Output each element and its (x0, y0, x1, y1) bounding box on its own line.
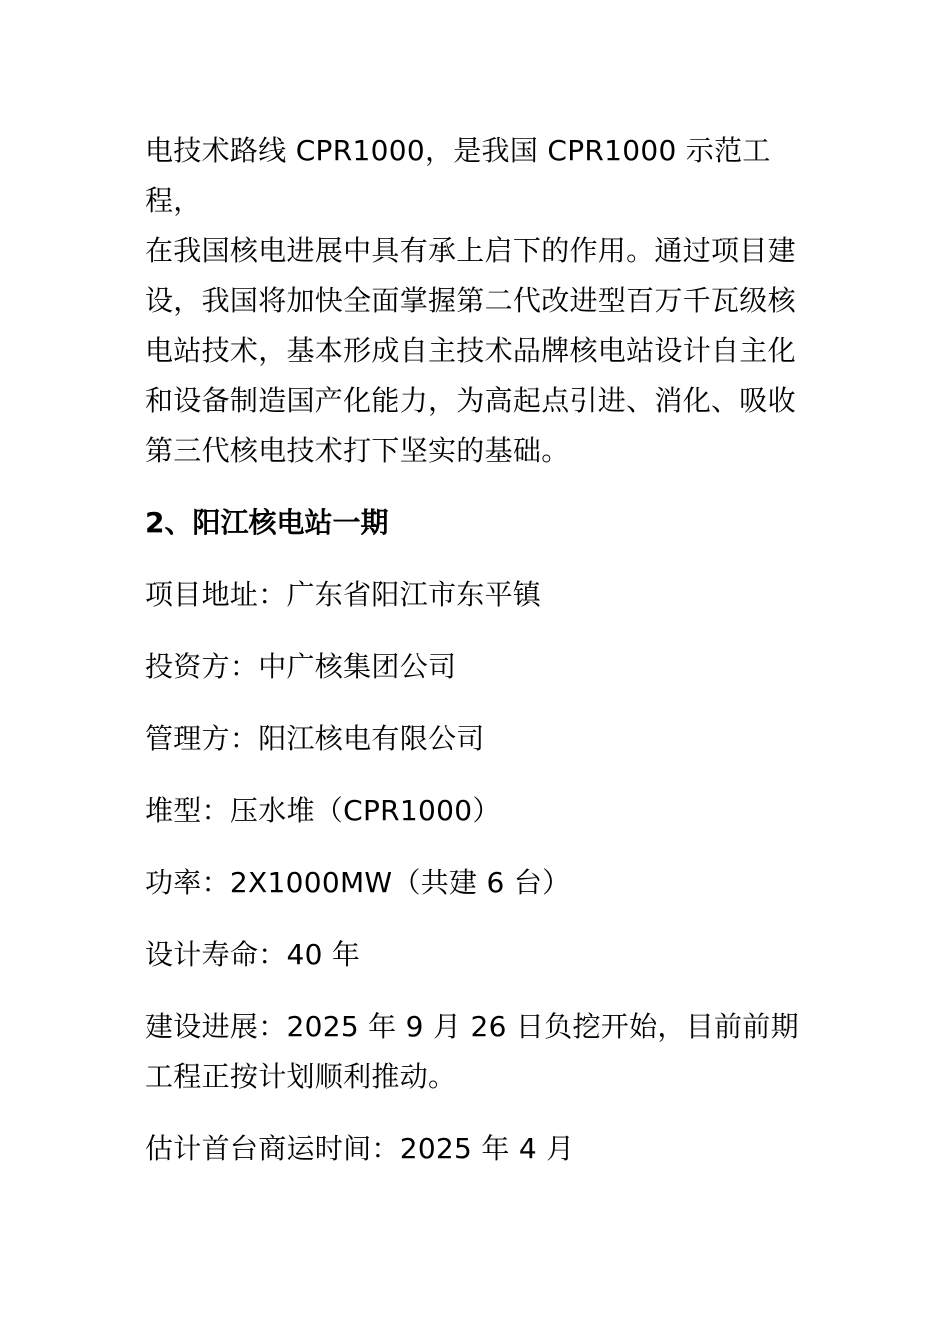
section-heading: 2、阳江核电站一期 (145, 506, 389, 539)
intro-paragraph: 电技术路线 CPR1000，是我国 CPR1000 示范工程， 在我国核电进展中具有承上启下的作用。通过项目建 设，我国将加快全面掌握第二代改进型百万千瓦级核 电站技术，基本形成自主技术品牌核电站设计自主化 和设备制造国产化能力，为高起点引进、消化、吸收 第三代核电技术打下坚实的基础。 (145, 134, 796, 467)
construction-progress: 建设进展：2025 年 9 月 26 日负挖开始，目前前期 工程正按计划顺利推动。 (145, 1010, 799, 1093)
reactor-type: 堆型：压水堆（CPR1000） (145, 794, 501, 827)
design-life: 设计寿命：40 年 (145, 938, 361, 971)
investor: 投资方：中广核集团公司 (145, 650, 457, 683)
commercial-operation-date: 估计首台商运时间：2025 年 4 月 (145, 1132, 575, 1165)
document-page (145, 126, 810, 1196)
project-address: 项目地址：广东省阳江市东平镇 (145, 578, 542, 611)
power: 功率：2X1000MW（共建 6 台） (145, 866, 571, 899)
manager: 管理方：阳江核电有限公司 (145, 722, 485, 755)
